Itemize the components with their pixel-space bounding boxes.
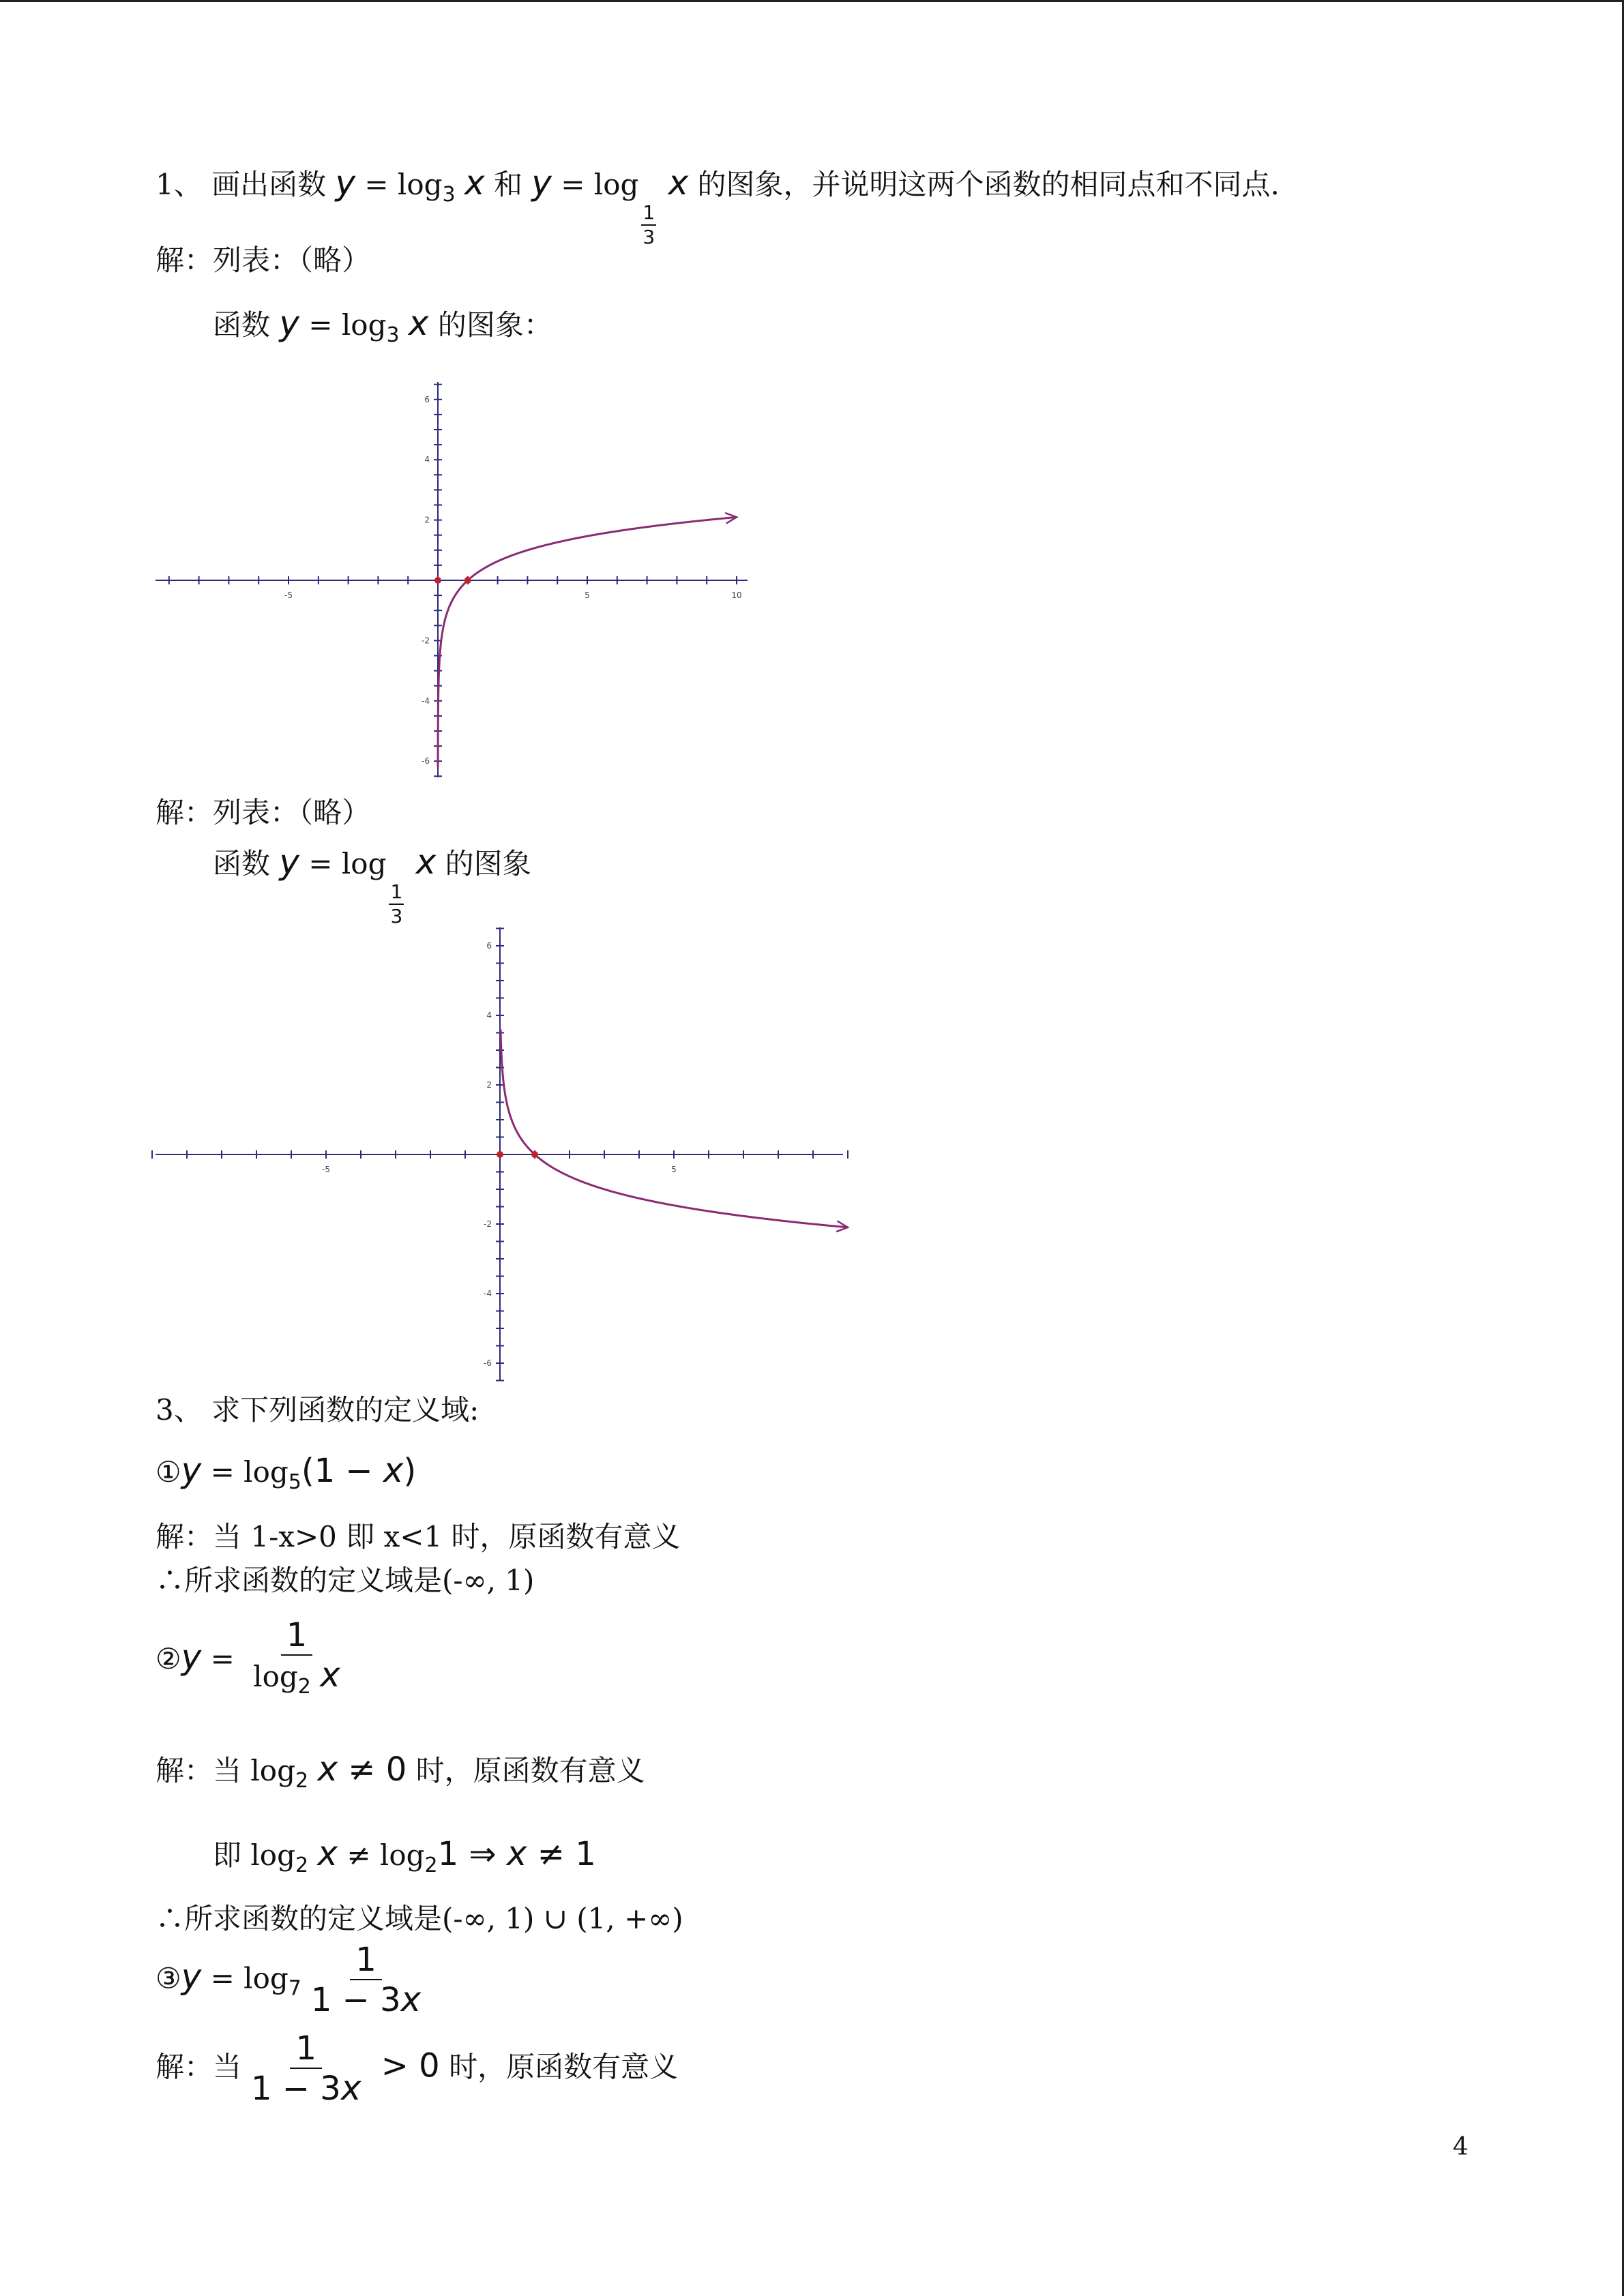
q3b-step-base-1: 2 (295, 1853, 309, 1877)
graph-2-y: y (279, 842, 299, 882)
x-tick-label: 10 (731, 591, 742, 600)
marked-point (434, 577, 441, 584)
q3b-step-x2: x (506, 1834, 527, 1873)
problem-1-prefix: 1、 画出函数 (156, 168, 327, 201)
graph-1-caption-pre: 函数 (213, 308, 271, 342)
x-tick-label: 5 (671, 1165, 677, 1174)
problem-3b-step (213, 1834, 596, 1885)
x-tick-label: -5 (322, 1165, 330, 1174)
x-tick-label: -5 (284, 591, 293, 600)
q3b-step-mid: ≠ log (338, 1838, 425, 1872)
problem-3c-solution (156, 2029, 678, 2109)
marked-point (464, 577, 471, 584)
q3b-sol-post: 时，原函数有意义 (407, 1754, 645, 1787)
y-tick-label: -6 (422, 756, 430, 766)
problem-1-statement (156, 164, 1280, 249)
graph-2-caption-pre: 函数 (213, 847, 271, 880)
q3b-denominator (248, 1656, 346, 1706)
q3b-eq: = (201, 1642, 244, 1675)
y-tick-label: 2 (486, 1080, 492, 1090)
y-tick-label: 4 (424, 455, 430, 465)
log-one-third-graph (0, 921, 1624, 1398)
eq1-base: 3 (442, 183, 456, 207)
q3a-arg-close: ) (403, 1452, 417, 1490)
problem-3-title: 3、 求下列函数的定义域: (156, 1393, 479, 1427)
graph-1-caption-post: 的图象： (428, 308, 552, 342)
q3a-log: = log (201, 1455, 289, 1489)
q3b-numerator: 1 (281, 1616, 313, 1656)
problem-3a-solution (156, 1518, 681, 1556)
q3b-den-log: log (253, 1660, 298, 1693)
page-top-border (0, 0, 1624, 2)
q3a-solution-text: 当 1-x>0 即 x<1 时，原函数有意义 (213, 1520, 681, 1553)
and-word: 和 (493, 168, 532, 201)
q3b-den-base: 2 (297, 1675, 311, 1699)
page-number: 4 (1453, 2133, 1468, 2161)
q3b-den-x: x (320, 1655, 340, 1695)
eq2-base-num: 1 (641, 201, 656, 226)
graph-1-caption (213, 304, 552, 355)
function-curve (438, 517, 737, 767)
y-tick-label: 4 (486, 1011, 492, 1020)
solution-label: 解： (156, 1520, 213, 1553)
problem-3b-equation (156, 1616, 350, 1706)
q3c-sol-pre: 当 (213, 2050, 242, 2084)
eq1-x: x (464, 163, 485, 203)
q3c-log: = log (201, 1961, 289, 1995)
solution-2-line (156, 794, 370, 832)
marked-point (497, 1151, 503, 1158)
q3c-sol-denominator (246, 2069, 366, 2109)
problem-3c-equation (156, 1941, 430, 2021)
q3c-sol-den-pre: 1 − 3 (251, 2070, 341, 2108)
q3b-step-end: ≠ 1 (527, 1835, 596, 1873)
q3b-sol-ne: ≠ 0 (338, 1750, 407, 1789)
solution-label: 解： (156, 2050, 213, 2084)
graph-1-log: = log (299, 308, 387, 342)
y-tick-label: -2 (484, 1219, 492, 1229)
circled-number-2: ② (156, 1642, 181, 1675)
q3b-step-one: 1 ⇒ (437, 1835, 507, 1873)
x-tick-label: 5 (585, 591, 590, 600)
q3c-sol-fraction (246, 2029, 366, 2109)
function-curve (501, 1029, 848, 1227)
y-tick-label: 2 (424, 515, 430, 525)
q3c-den-x: x (400, 1980, 422, 2019)
graph-2-log: = log (299, 847, 387, 880)
y-tick-label: -4 (422, 696, 430, 706)
q3b-fraction (248, 1616, 346, 1706)
q3c-sol-gt: > 0 (370, 2046, 440, 2085)
solution-2-text: 列表：（略） (213, 796, 371, 829)
solution-label: 解： (156, 243, 213, 277)
circled-number-1: ① (156, 1455, 181, 1489)
eq2-x: x (668, 163, 689, 203)
solution-1-text: 列表：（略） (213, 243, 371, 277)
graph-2-base-den: 3 (390, 905, 403, 927)
q3a-arg-x: x (383, 1450, 404, 1490)
problem-3b-domain: ∴所求函数的定义域是(-∞, 1) ∪ (1, +∞) (156, 1902, 683, 1935)
q3b-sol-pre: 当 log (213, 1754, 295, 1787)
graph-2-caption-post: 的图象 (436, 847, 531, 880)
eq2-log: = log (551, 168, 639, 201)
q3a-y: y (181, 1450, 202, 1490)
eq2-base-den: 3 (643, 226, 655, 248)
q3c-y: y (181, 1956, 202, 1997)
eq1-log: = log (355, 168, 443, 201)
graph-2-x: x (415, 842, 437, 882)
q3c-denominator (306, 1980, 426, 2021)
y-tick-label: -2 (422, 636, 430, 646)
eq1-y: y (335, 163, 356, 203)
solution-1-line (156, 241, 370, 280)
marked-point (531, 1151, 538, 1158)
q3c-den-pre: 1 − 3 (310, 1981, 401, 2019)
graph-1-base: 3 (386, 323, 400, 347)
q3b-step-base-2: 2 (424, 1853, 438, 1877)
y-tick-label: 6 (424, 394, 430, 404)
y-tick-label: -6 (484, 1358, 492, 1368)
problem-3b-solution (156, 1750, 645, 1800)
q3c-sol-post: 时，原函数有意义 (439, 2050, 679, 2084)
graph-1-x: x (408, 303, 429, 343)
q3a-arg-open: (1 − (301, 1452, 383, 1490)
y-tick-label: -4 (484, 1289, 492, 1298)
y-tick-label: 6 (486, 941, 492, 951)
solution-label: 解： (156, 1754, 213, 1787)
q3c-sol-numerator: 1 (290, 2029, 322, 2069)
graph-2-caption (213, 843, 531, 928)
q3c-fraction (306, 1941, 426, 2021)
q3c-sol-den-x: x (340, 2068, 361, 2108)
eq2-base-fraction (641, 201, 656, 249)
q3a-base: 5 (288, 1470, 301, 1494)
q3c-numerator: 1 (350, 1941, 382, 1980)
q3b-sol-base: 2 (295, 1769, 309, 1793)
problem-3a-domain: ∴所求函数的定义域是(-∞, 1) (156, 1564, 535, 1597)
q3b-y: y (181, 1637, 202, 1677)
solution-label: 解： (156, 796, 213, 829)
eq2-y: y (531, 163, 552, 203)
q3b-sol-x: x (317, 1749, 338, 1789)
problem-1-suffix: 的图象，并说明这两个函数的相同点和不同点. (688, 168, 1280, 201)
q3b-step-x: x (317, 1834, 338, 1873)
q3c-base: 7 (288, 1976, 301, 2001)
graph-2-base-num: 1 (389, 880, 404, 905)
problem-3a-equation (156, 1451, 416, 1502)
q3b-step-pre: 即 log (213, 1838, 295, 1872)
circled-number-3: ③ (156, 1961, 181, 1995)
graph-1-y: y (279, 303, 299, 343)
